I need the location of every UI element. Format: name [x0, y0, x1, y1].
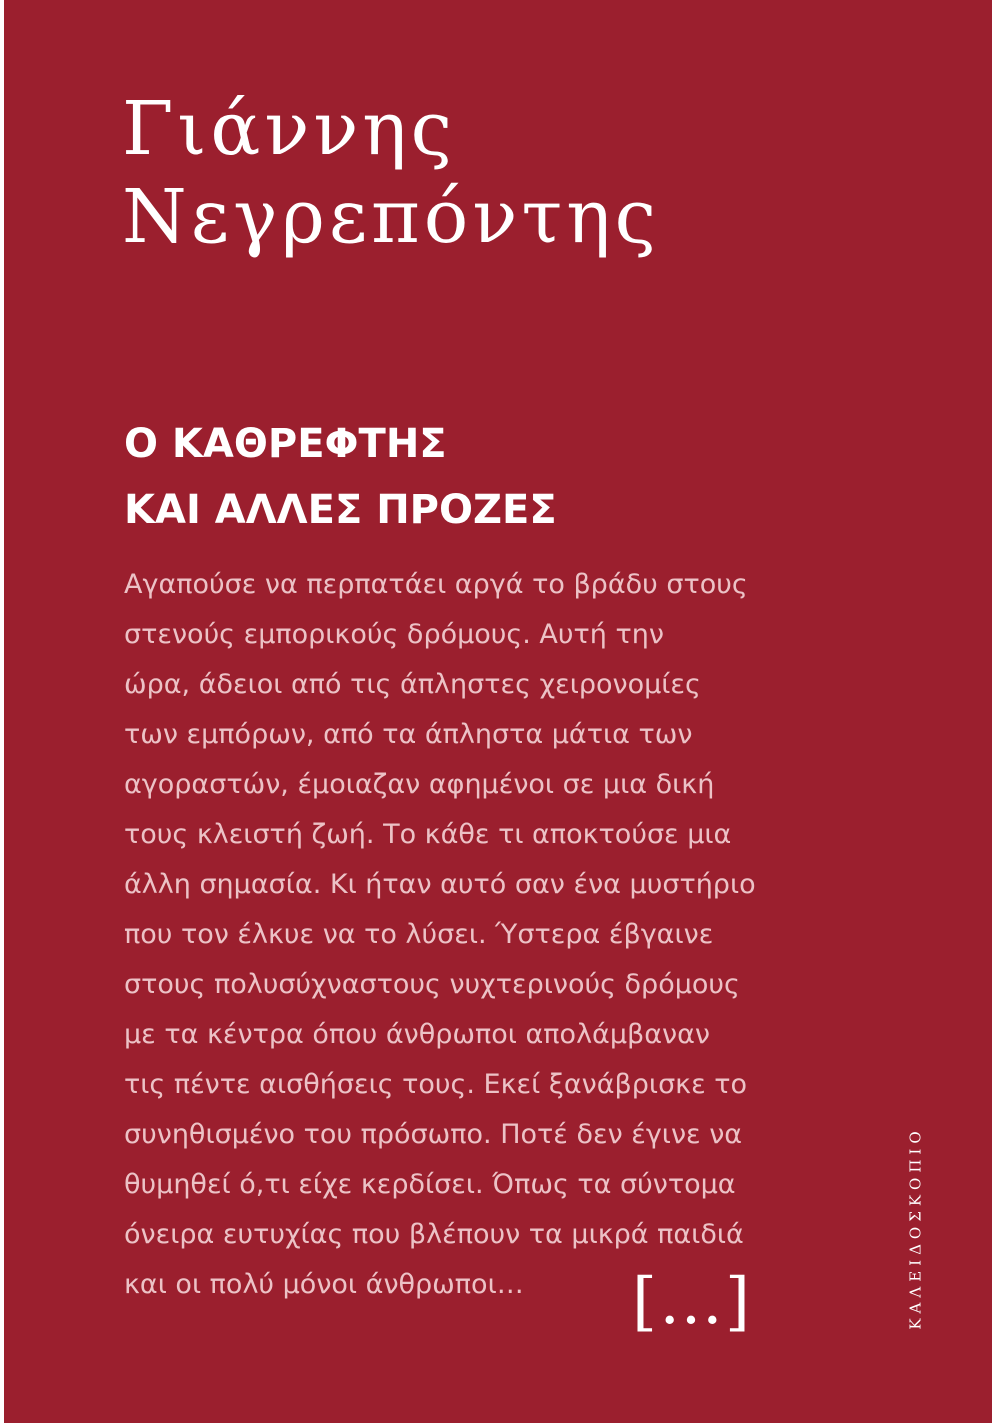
back-cover-blurb — [124, 560, 824, 1310]
book-title-line-1: Ο ΚΑΘΡΕΦΤΗΣ — [124, 421, 447, 467]
blurb-line: τις πέντε αισθήσεις τους. Εκεί ξανάβρισκε το — [124, 1069, 748, 1100]
blurb-line: ώρα, άδειοι από τις άπληστες χειρονομίες — [124, 669, 701, 700]
book-cover — [4, 0, 992, 1423]
blurb-line: Αγαπούσε να περπατάει αργά το βράδυ στους — [124, 569, 748, 600]
blurb-line: στενούς εμπορικούς δρόμους. Αυτή την — [124, 619, 664, 650]
book-title-line-2: ΚΑΙ ΑΛΛΕΣ ΠΡΟΖΕΣ — [124, 487, 557, 533]
blurb-line: συνηθισμένο του πρόσωπο. Ποτέ δεν έγινε να — [124, 1119, 743, 1150]
blurb-line: με τα κέντρα όπου άνθρωποι απολάμβαναν — [124, 1019, 711, 1050]
blurb-line: και οι πολύ μόνοι άνθρωποι… — [124, 1269, 524, 1300]
blurb-line: άλλη σημασία. Κι ήταν αυτό σαν ένα μυστήριο — [124, 869, 756, 900]
ellipsis-marker: […] — [632, 1265, 752, 1339]
blurb-line: που τον έλκυε να το λύσει. Ύστερα έβγαινε — [124, 919, 714, 950]
blurb-line: των εμπόρων, από τα άπληστα μάτια των — [124, 719, 693, 750]
publisher-name: ΚΑΛΕΙΔΟΣΚΟΠΙΟ — [906, 1126, 925, 1330]
blurb-line: θυμηθεί ό,τι είχε κερδίσει. Όπως τα σύντομα — [124, 1169, 736, 1200]
blurb-line: αγοραστών, έμοιαζαν αφημένοι σε μια δική — [124, 769, 715, 800]
author-last-name: Νεγρεπόντης — [122, 174, 661, 260]
blurb-line: τους κλειστή ζωή. Το κάθε τι αποκτούσε μια — [124, 819, 732, 850]
blurb-line: όνειρα ευτυχίας που βλέπουν τα μικρά παιδιά — [124, 1219, 744, 1250]
author-first-name: Γιάννης — [122, 86, 457, 172]
blurb-line: στους πολυσύχναστους νυχτερινούς δρόμους — [124, 969, 740, 1000]
